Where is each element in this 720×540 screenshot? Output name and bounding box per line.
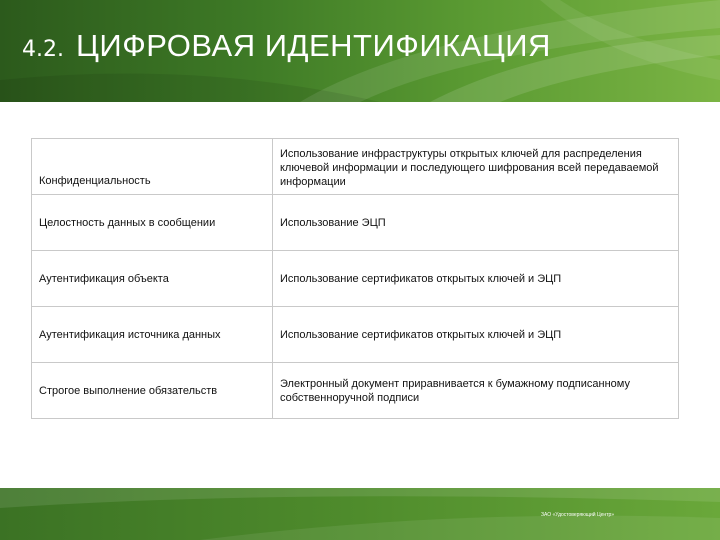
solution-cell: Использование инфраструктуры открытых ключей для распределения ключевой информации и последующего шифрования всей передаваемой информации xyxy=(273,139,679,195)
slide-footer xyxy=(0,488,720,540)
identification-table xyxy=(31,138,679,419)
solution-cell: Электронный документ приравнивается к бумажному подписанному собственноручной подписи xyxy=(273,363,679,419)
table-row xyxy=(32,363,679,419)
company-name: ЗАО «Удостоверяющий Центр» xyxy=(541,512,615,518)
table-row xyxy=(32,139,679,195)
table-row xyxy=(32,195,679,251)
requirement-cell: Аутентификация объекта xyxy=(32,251,273,307)
requirement-cell: Конфиденциальность xyxy=(32,139,273,195)
solution-cell: Использование ЭЦП xyxy=(273,195,679,251)
slide-header xyxy=(0,0,720,102)
slide-title xyxy=(22,30,551,61)
title-text: ЦИФРОВАЯ ИДЕНТИФИКАЦИЯ xyxy=(75,28,551,63)
solution-cell: Использование сертификатов открытых ключей и ЭЦП xyxy=(273,307,679,363)
table-row xyxy=(32,251,679,307)
requirement-cell: Целостность данных в сообщении xyxy=(32,195,273,251)
table-row xyxy=(32,307,679,363)
solution-cell: Использование сертификатов открытых ключей и ЭЦП xyxy=(273,251,679,307)
section-number: 4.2. xyxy=(22,37,64,62)
requirement-cell: Строгое выполнение обязательств xyxy=(32,363,273,419)
requirement-cell: Аутентификация источника данных xyxy=(32,307,273,363)
